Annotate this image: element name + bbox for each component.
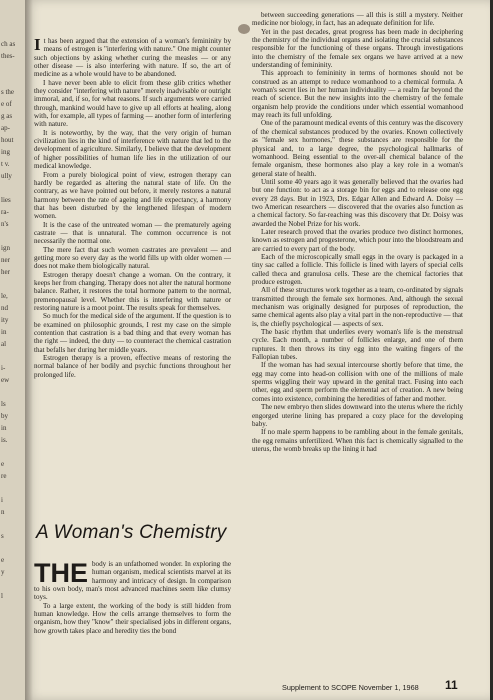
adjacent-page-fragment: lies	[1, 196, 11, 204]
paragraph: Yet in the past decades, great progress has been made in deciphering the chemistry of the individual organs and isolating the crucial substances responsible for the functioning of these organs. Through investigations into the chemistry of the female sex organs we have arrived at a new understanding of femininity.	[252, 27, 463, 70]
paragraph: Each of the microscopically small eggs in the ovary is packaged in a tiny sac called a follicle. This follicle is lined with layers of special cells called theca and granulosa cells. These are the chemical factories that produce estrogen.	[252, 252, 463, 286]
paragraph: The mere fact that such women castrates are prevalent — and getting more so every day as the world fills up with older women — does not make them biologically natural.	[34, 245, 231, 271]
page-number: 11	[445, 678, 458, 692]
adjacent-page-fragment: ap-	[1, 124, 10, 132]
paragraph: THE body is an unfathomed wonder. In exploring the human organism, medical scientists marvel at its harmony and intricacy of design. In comparison to his own body, man's most advanced machines seem like clumsy toys.	[34, 558, 231, 602]
adjacent-page-fragment: t v.	[1, 160, 10, 168]
adjacent-page-fragment: ls	[1, 400, 6, 408]
paragraph: If no male sperm happens to be rambling about in the female genitals, the egg remains unfertilized. When this fact is chemically signalled to the uterus, the womb breaks up the lining it had	[252, 428, 463, 453]
paragraph: Estrogen therapy is a proven, effective means of restoring the normal balance of her bodily and psychic functions throughout her prolonged life.	[34, 354, 231, 379]
paragraph: To a large extent, the working of the body is still hidden from human knowledge. How the cells arrange themselves to form the organism, how they "know" their specialised jobs in different organs, how growth takes place and heredity ties the bond	[34, 601, 231, 635]
adjacent-page-fragment: al	[1, 340, 7, 348]
adjacent-page-fragment: n's	[1, 220, 9, 228]
section-heading: A Woman's Chemistry	[36, 522, 227, 543]
left-column-text	[34, 37, 231, 379]
adjacent-page-fragment: i	[1, 496, 3, 504]
paragraph: This approach to femininity in terms of hormones should not be construed as an attempt to reduce womanhood to a chemical formula. A woman's secret lies in her human individuality — a realm far beyond the reach of science. But the new insights into the chemistry of the female organism help provide the conditions under which essential womanhood may reach its full unfolding.	[252, 69, 463, 120]
drop-cap: THE	[34, 558, 88, 588]
paragraph: Estrogen therapy doesn't change a woman. On the contrary, it keeps her from changing. Therapy does not alter the natural hormone balance. Rather, it restores the total hormone pattern to the normal, premenopausal level. Whether this is interfering with nature or restoring nature is a moot point. The results speak for themselves.	[34, 270, 231, 312]
adjacent-page-fragment: e	[1, 460, 5, 468]
adjacent-page-fragment: e of	[1, 100, 12, 108]
right-column-text	[252, 11, 463, 453]
adjacent-page-fragment: nd	[1, 304, 8, 312]
paragraph: The new embryo then slides downward into the uterus where the richly engorged uterine lining has prepared a cozy place for the developing baby.	[252, 403, 463, 428]
adjacent-page-fragment: g as	[1, 112, 13, 120]
paragraph: From a purely biological point of view, estrogen therapy can hardly be regarded as altering the natural state of life. On the contrary, as we have pointed out before, it merely restores a natural harmony between the rate of ageing and life expectancy, a harmony that has been disturbed by the lengthened lifespan of modern women.	[34, 170, 231, 221]
binding-hole	[238, 24, 250, 34]
adjacent-page-fragment: in	[1, 424, 7, 432]
paragraph: It is the case of the untreated woman — the prematurely ageing castrate — that is unnatural. The common occurrence is not necessarily the normal one.	[34, 220, 231, 246]
adjacent-page-fragment: thes-	[1, 52, 15, 60]
adjacent-page-fragment: hout	[1, 136, 14, 144]
paragraph: All of these structures work together as a team, co-ordinated by signals transmitted through the female sex hormones. And, although the sexual mechanism was originally designed for purposes of reproduction, the same chemical agents also play a vital part in the non-reproductive — that is, the chiefly psychological — aspects of sex.	[252, 286, 463, 328]
adjacent-page-fragment: i-	[1, 364, 6, 372]
adjacent-page-fragment: l	[1, 592, 3, 600]
adjacent-page-fragment: ing	[1, 148, 10, 156]
page-gutter-shadow	[25, 0, 33, 700]
adjacent-page-fragment: s the	[1, 88, 15, 96]
adjacent-page-fragment: ity	[1, 316, 9, 324]
paragraph: One of the paramount medical events of this century was the discovery of the chemical substances produced by the ovaries. Known collectively as "female sex hormones," these substances are responsible for the physical and, to a large degree, the psychological hallmarks of womanhood. Being essential to the over-all chemical balance of the female organism, these hormones also play a key role in a woman's general state of health.	[252, 119, 463, 178]
adjacent-page-fragment: in	[1, 328, 7, 336]
paragraph: Later research proved that the ovaries produce two distinct hormones, known as estrogen and progesterone, which pour into the bloodstream and are carried to every part of the body.	[252, 227, 463, 253]
adjacent-page-fragment: is.	[1, 436, 8, 444]
adjacent-page-edge	[0, 0, 26, 700]
left-column-bottom-text	[34, 560, 231, 635]
adjacent-page-fragment: ew	[1, 376, 10, 384]
adjacent-page-fragment: her	[1, 268, 10, 276]
adjacent-page-fragment: ch as	[1, 40, 16, 48]
paragraph: The basic rhythm that underlies every woman's life is the menstrual cycle. Each month, a number of follicles enlarge, and one of them ruptures. It then throws its tiny egg into the waiting fingers of the Fallopian tubes.	[252, 328, 463, 362]
adjacent-page-fragment: ully	[1, 172, 12, 180]
adjacent-page-fragment: y	[1, 568, 5, 576]
drop-cap: I	[34, 35, 41, 54]
adjacent-page-fragment: ner	[1, 256, 10, 264]
paragraph: Until some 40 years ago it was generally believed that the ovaries had but one function: to act as a storage bin for eggs and to release one egg every 28 days. But in 1923, Drs. Edgar Allen and Edward A. Doisy — two American researchers — discovered that the ovaries also function as a chemical factory. So far-reaching was this discovery that Dr. Doisy was awarded the Nobel Prize for his work.	[252, 177, 463, 228]
paragraph: I have never been able to elicit from these glib critics whether they consider "interfering with nature" merely inadvisable or outright immoral, and, if so, for what reasons. If such arguments were carried through, mankind would have to give up all efforts at healing, along with, for example, all types of farming — another form of interfering with nature.	[34, 78, 231, 129]
adjacent-page-fragment: ign	[1, 244, 10, 252]
adjacent-page-fragment: re	[1, 472, 7, 480]
adjacent-page-fragment: s	[1, 532, 4, 540]
page-footer: Supplement to SCOPE November 1, 1968	[282, 683, 419, 692]
adjacent-page-fragment: n	[1, 508, 5, 516]
adjacent-page-fragment: e	[1, 556, 5, 564]
adjacent-page-fragment: le,	[1, 292, 8, 300]
paragraph: So much for the medical side of the argument. If the question is to be examined on philosophic grounds, I rest my case on the simple contention that castration is a bad thing and that every woman has the right — indeed, the duty — to counteract the chemical castration that befalls her during her middle years.	[34, 312, 231, 354]
paragraph: It is noteworthy, by the way, that the very origin of human civilization lies in the kind of interference with nature that led to the development of agriculture. Similarly, I believe that the development of higher possibilities of human life lies in the utilization of our medical knowledge.	[34, 128, 231, 171]
paragraph: It has been argued that the extension of a woman's femininity by means of estrogen is "interfering with nature." One might counter such objections by asking whether curing the measles — or any other disease — is also interfering with nature. If so, the art of medicine as a whole would have to be abandoned.	[34, 35, 231, 79]
adjacent-page-fragment: ra-	[1, 208, 9, 216]
adjacent-page-fragment: by	[1, 412, 8, 420]
paragraph: between succeeding generations — all this is still a mystery. Neither medicine nor biology, in fact, has an adequate definition for life.	[252, 11, 463, 28]
paragraph: If the woman has had sexual intercourse shortly before that time, the egg may come into head-on collision with one of the millions of male sperms wiggling their way upward in the genital tract. Fusing into each other, egg and sperm perform the elemental act of creation. A new being comes into existence, combining the heredities of father and mother.	[252, 361, 463, 403]
